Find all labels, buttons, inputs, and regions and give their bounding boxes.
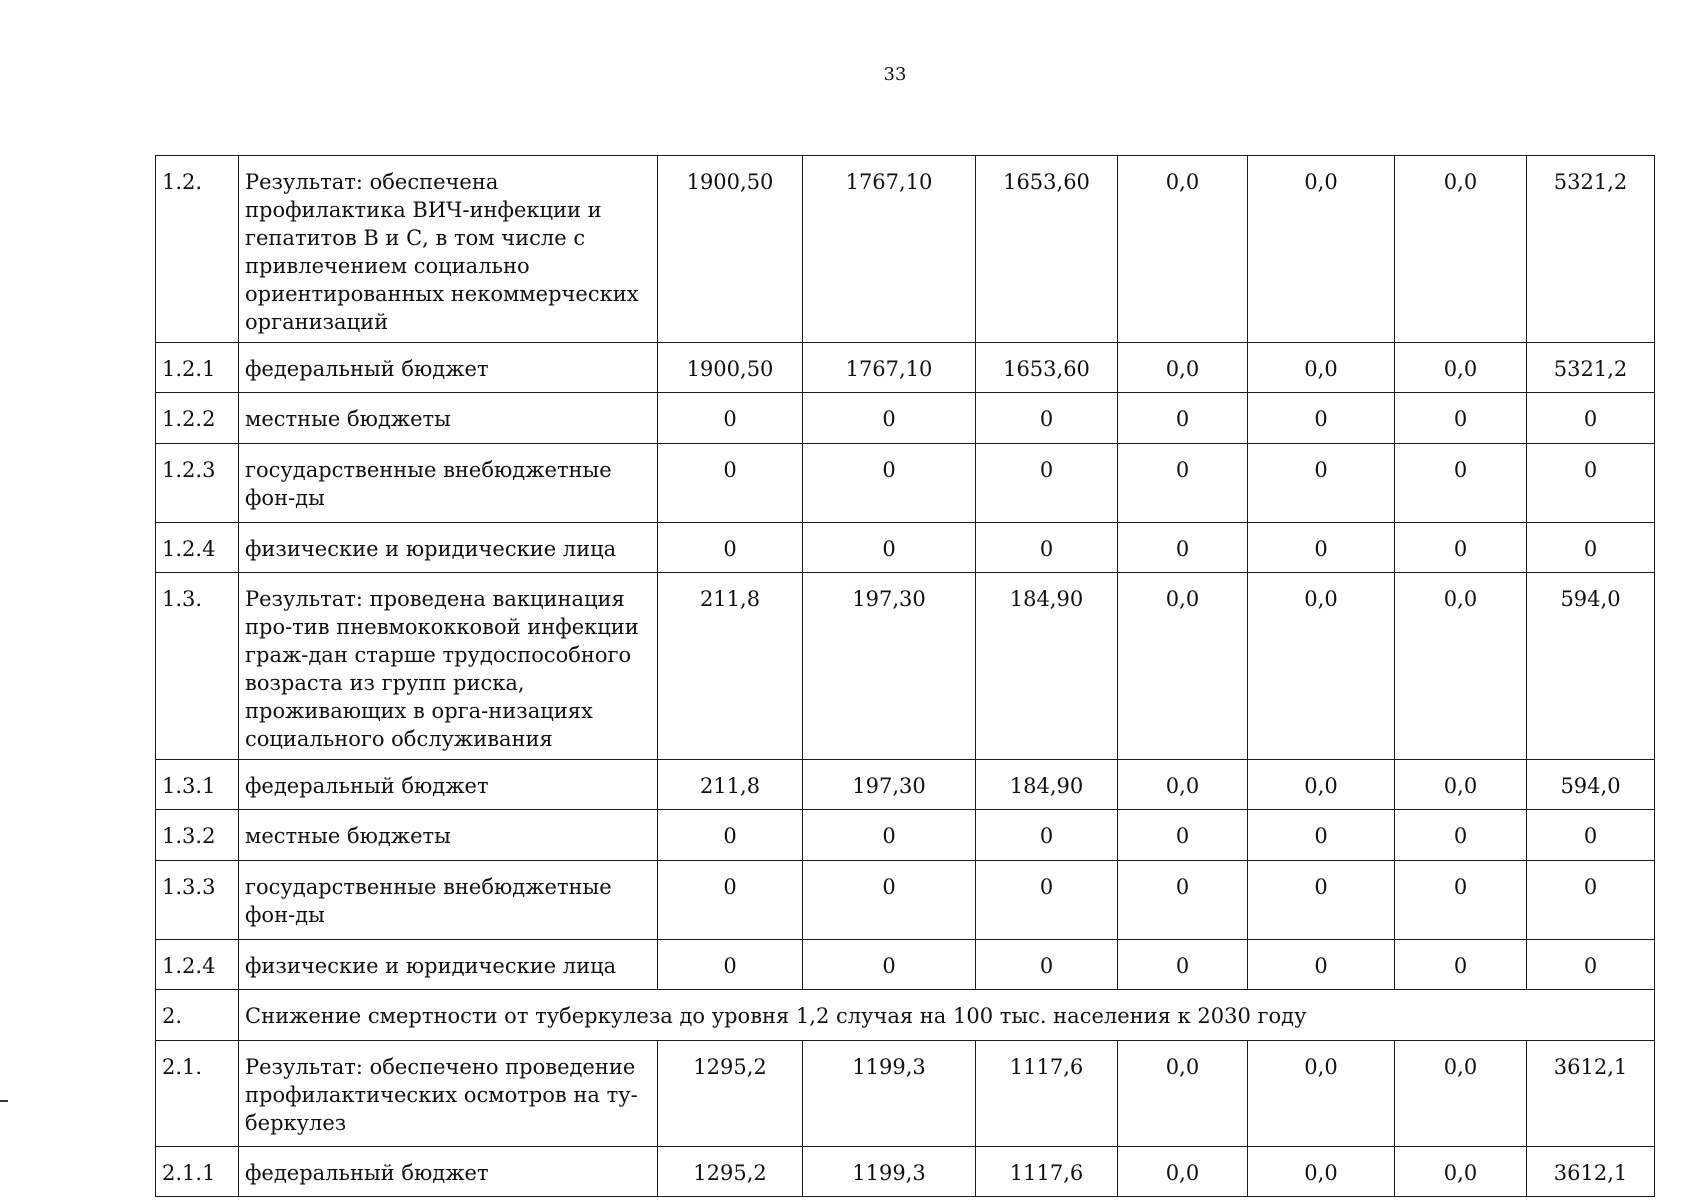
row-description: местные бюджеты	[239, 810, 658, 861]
value-cell: 211,8	[658, 760, 803, 810]
row-number: 2.1.1	[156, 1147, 239, 1197]
value-cell: 594,0	[1527, 760, 1655, 810]
row-number: 1.3.1	[156, 760, 239, 810]
value-cell: 0,0	[1118, 573, 1248, 760]
value-cell: 0	[1527, 861, 1655, 940]
value-cell: 594,0	[1527, 573, 1655, 760]
value-cell: 0	[658, 444, 803, 523]
row-description: Результат: обеспечена профилактика ВИЧ-инфекции и гепатитов В и С, в том числе с привлечением социально ориентированных некоммерческих организаций	[239, 156, 658, 343]
table-body	[156, 156, 1655, 1197]
table-row	[156, 523, 1655, 573]
value-cell: 0	[1118, 444, 1248, 523]
row-number: 1.2.4	[156, 523, 239, 573]
table-row	[156, 861, 1655, 940]
value-cell: 1117,6	[976, 1041, 1118, 1147]
value-cell: 5321,2	[1527, 156, 1655, 343]
value-cell: 0	[976, 861, 1118, 940]
row-description: федеральный бюджет	[239, 343, 658, 393]
value-cell: 1117,6	[976, 1147, 1118, 1197]
value-cell: 0	[1395, 393, 1527, 444]
value-cell: 197,30	[803, 573, 976, 760]
value-cell: 0	[976, 393, 1118, 444]
value-cell: 3612,1	[1527, 1041, 1655, 1147]
value-cell: 1653,60	[976, 156, 1118, 343]
row-number: 1.3.2	[156, 810, 239, 861]
value-cell: 0,0	[1248, 343, 1395, 393]
value-cell: 0	[976, 523, 1118, 573]
value-cell: 0	[803, 940, 976, 990]
value-cell: 0	[1248, 523, 1395, 573]
value-cell: 0	[1527, 444, 1655, 523]
table-row	[156, 940, 1655, 990]
row-number: 1.2.	[156, 156, 239, 343]
value-cell: 1199,3	[803, 1041, 976, 1147]
table-row	[156, 444, 1655, 523]
value-cell: 5321,2	[1527, 343, 1655, 393]
value-cell: 0	[803, 393, 976, 444]
row-number: 1.2.4	[156, 940, 239, 990]
value-cell: 184,90	[976, 573, 1118, 760]
value-cell: 0	[1395, 444, 1527, 523]
value-cell: 0	[1118, 810, 1248, 861]
row-description: физические и юридические лица	[239, 940, 658, 990]
value-cell: 0,0	[1248, 156, 1395, 343]
value-cell: 0	[1118, 861, 1248, 940]
value-cell: 0	[1118, 940, 1248, 990]
value-cell: 0,0	[1248, 1147, 1395, 1197]
value-cell: 1295,2	[658, 1041, 803, 1147]
value-cell: 0	[1527, 523, 1655, 573]
value-cell: 0	[1527, 810, 1655, 861]
value-cell: 0	[803, 444, 976, 523]
value-cell: 0	[658, 393, 803, 444]
value-cell: 184,90	[976, 760, 1118, 810]
row-number: 1.2.1	[156, 343, 239, 393]
row-number: 1.3.3	[156, 861, 239, 940]
value-cell: 0	[1527, 393, 1655, 444]
value-cell: 1767,10	[803, 156, 976, 343]
value-cell: 0,0	[1118, 156, 1248, 343]
row-number: 1.3.	[156, 573, 239, 760]
section-heading: Снижение смертности от туберкулеза до уровня 1,2 случая на 100 тыс. населения к 2030 году	[239, 990, 1655, 1041]
value-cell: 0	[1248, 861, 1395, 940]
value-cell: 0	[1395, 523, 1527, 573]
row-number: 1.2.3	[156, 444, 239, 523]
row-description: Результат: обеспечено проведение профилактических осмотров на ту-беркулез	[239, 1041, 658, 1147]
table-row	[156, 760, 1655, 810]
value-cell: 0	[658, 940, 803, 990]
row-number: 2.1.	[156, 1041, 239, 1147]
value-cell: 1900,50	[658, 343, 803, 393]
row-description: Результат: проведена вакцинация про-тив пневмококковой инфекции граж-дан старше трудоспособного возраста из групп риска, проживающих в орга-низациях социального обслуживания	[239, 573, 658, 760]
table-row	[156, 810, 1655, 861]
row-number: 1.2.2	[156, 393, 239, 444]
value-cell: 0,0	[1395, 1041, 1527, 1147]
row-description: федеральный бюджет	[239, 760, 658, 810]
value-cell: 0	[1118, 523, 1248, 573]
value-cell: 0	[658, 810, 803, 861]
value-cell: 0	[1248, 810, 1395, 861]
page-number: 33	[883, 64, 907, 85]
value-cell: 0	[658, 523, 803, 573]
value-cell: 0	[976, 810, 1118, 861]
value-cell: 0,0	[1395, 573, 1527, 760]
row-description: местные бюджеты	[239, 393, 658, 444]
table-row	[156, 393, 1655, 444]
value-cell: 0,0	[1395, 343, 1527, 393]
value-cell: 0	[1395, 861, 1527, 940]
row-number: 2.	[156, 990, 239, 1041]
table-row	[156, 343, 1655, 393]
value-cell: 0,0	[1395, 1147, 1527, 1197]
value-cell: 3612,1	[1527, 1147, 1655, 1197]
table-row	[156, 156, 1655, 343]
margin-mark	[0, 1100, 8, 1102]
value-cell: 0	[1395, 940, 1527, 990]
value-cell: 0,0	[1248, 573, 1395, 760]
value-cell: 0	[1248, 940, 1395, 990]
value-cell: 0	[1527, 940, 1655, 990]
value-cell: 0,0	[1118, 760, 1248, 810]
value-cell: 0	[803, 810, 976, 861]
value-cell: 211,8	[658, 573, 803, 760]
value-cell: 0,0	[1248, 1041, 1395, 1147]
value-cell: 0	[1248, 444, 1395, 523]
table-row	[156, 1041, 1655, 1147]
value-cell: 0,0	[1118, 343, 1248, 393]
value-cell: 0	[803, 523, 976, 573]
budget-table	[155, 155, 1655, 1197]
value-cell: 197,30	[803, 760, 976, 810]
row-description: государственные внебюджетные фон-ды	[239, 861, 658, 940]
value-cell: 0,0	[1395, 156, 1527, 343]
value-cell: 0	[976, 940, 1118, 990]
row-description: федеральный бюджет	[239, 1147, 658, 1197]
table-row	[156, 990, 1655, 1041]
value-cell: 0	[1395, 810, 1527, 861]
value-cell: 0,0	[1118, 1041, 1248, 1147]
value-cell: 1900,50	[658, 156, 803, 343]
value-cell: 1767,10	[803, 343, 976, 393]
row-description: физические и юридические лица	[239, 523, 658, 573]
value-cell: 0	[803, 861, 976, 940]
value-cell: 1295,2	[658, 1147, 803, 1197]
value-cell: 0	[1118, 393, 1248, 444]
value-cell: 1199,3	[803, 1147, 976, 1197]
value-cell: 0,0	[1395, 760, 1527, 810]
value-cell: 0	[1248, 393, 1395, 444]
value-cell: 1653,60	[976, 343, 1118, 393]
value-cell: 0,0	[1118, 1147, 1248, 1197]
value-cell: 0	[658, 861, 803, 940]
value-cell: 0	[976, 444, 1118, 523]
value-cell: 0,0	[1248, 760, 1395, 810]
row-description: государственные внебюджетные фон-ды	[239, 444, 658, 523]
table-row	[156, 1147, 1655, 1197]
table-row	[156, 573, 1655, 760]
